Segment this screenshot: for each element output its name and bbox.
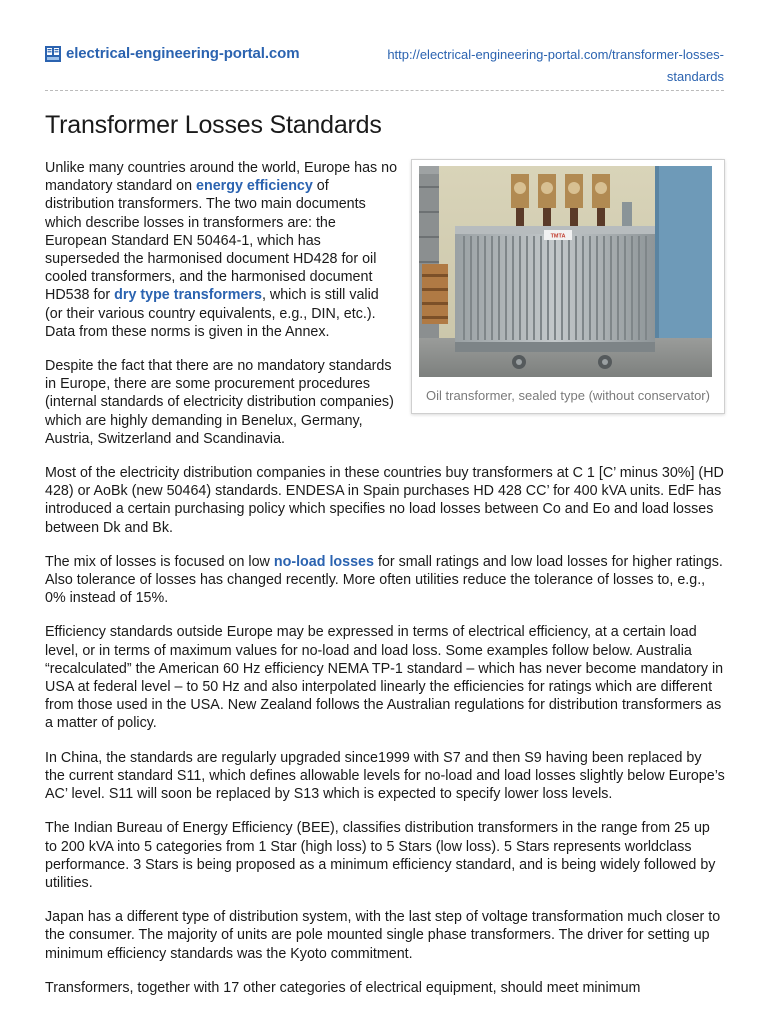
paragraph-8: Japan has a different type of distribution system, with the last step of voltage transformation much closer to the consumer. The majority of units are pole mounted single phase transformers. The driver for setting up minimum efficiency standards was the Kyoto commitment. xyxy=(45,909,721,962)
paragraph-3: Most of the electricity distribution companies in these countries buy transformers at C 1 [C’ minus 30%] (HD 428) or AoBk (new 50464) standards. ENDESA in Spain purchases HD 428 CC’ for 400 kVA units. EdF has introduced a certain purchasing policy which specifies no load losses between Co and Eo and load losses between Dk and Bk. xyxy=(45,465,724,536)
link-no-load-losses[interactable]: no-load losses xyxy=(273,553,374,570)
figure-caption: Oil transformer, sealed type (without conservator) xyxy=(426,388,710,403)
paragraph-7: The Indian Bureau of Energy Efficiency (BEE), classifies distribution transformers in the range from 25 up to 200 kVA into 5 categories from 1 Star (high loss) to 5 Stars (low loss). 5 Stars represents worldclass performance. 3 Stars is being proposed as a minimum efficiency standard, and is being widely followed by utilities. xyxy=(45,820,716,891)
paragraph-6: In China, the standards are regularly upgraded since1999 with S7 and then S9 having been replaced by the current standard S11, which defines allowable levels for no-load and load losses slightly below Europe’s AC’ level. S11 will soon be replaced by S13 which is expected to specify lower loss levels. xyxy=(45,749,725,803)
article-body xyxy=(45,159,725,1013)
site-logo[interactable] xyxy=(45,45,299,62)
article-title: Transformer Losses Standards xyxy=(45,111,382,139)
source-url-line-2[interactable]: standards xyxy=(666,69,724,84)
link-energy-efficiency[interactable]: energy efficiency xyxy=(196,178,313,195)
paragraph-2: Despite the fact that there are no mandatory standards in Europe, there are some procurement procedures (internal standards of electricity distribution companies) which are highly demanding in Benelux, Germany, Austria, Switzerland and Scandinavia. xyxy=(45,358,394,447)
paragraph-9: Transformers, together with 17 other categories of electrical equipment, should meet minimum xyxy=(45,979,641,996)
paragraph-4-text-b: for small ratings and low load losses for higher ratings. Also tolerance of losses has changed recently. More often utilities reduce the tolerance of losses to, e.g., 0% instead of 15%. xyxy=(45,553,723,607)
site-name-link[interactable]: electrical-engineering-portal.com xyxy=(66,45,300,62)
link-dry-type-transformers[interactable]: dry type transformers xyxy=(114,287,262,304)
page-header xyxy=(45,43,724,89)
paragraph-1-text-c: , which is still valid (or their various country equivalents, e.g., DIN, etc.). Data from these norms is given in the Annex. xyxy=(45,287,379,340)
paragraph-4 xyxy=(45,553,725,608)
nameplate-label: TMTA xyxy=(550,233,566,240)
paragraph-4-text-a: The mix of losses is focused on low xyxy=(45,553,274,570)
eep-logo-icon xyxy=(45,46,61,62)
paragraph-1-text-b: of distribution transformers. The two main documents which describe losses in transformers are: the European Standard EN 50464-1, which has superseded the harmonised document HD428 for oil cooled transformers, and the harmonised document HD538 for xyxy=(45,178,377,304)
oil-transformer-photo xyxy=(419,166,712,377)
header-divider xyxy=(45,90,724,91)
source-url-link[interactable] xyxy=(344,44,724,88)
transformer-figure xyxy=(411,159,725,414)
paragraph-1-text-a: Unlike many countries around the world, Europe has no mandatory standard on xyxy=(45,160,398,195)
source-url-line-1[interactable]: http://electrical-engineering-portal.com/transformer-losses- xyxy=(387,47,724,62)
paragraph-5: Efficiency standards outside Europe may be expressed in terms of electrical efficiency, at a certain load level, or in terms of maximum values for no-load and load loss. Some examples follow below. Australia “recalculated” the American 60 Hz efficiency NEMA TP-1 standard – which has never become mandatory in USA at federal level – to 50 Hz and also interpolated linearly the efficiencies for ratings which are different from those used in the USA. New Zealand follows the Australian regulations for distribution transformers as a matter of policy. xyxy=(45,624,724,732)
